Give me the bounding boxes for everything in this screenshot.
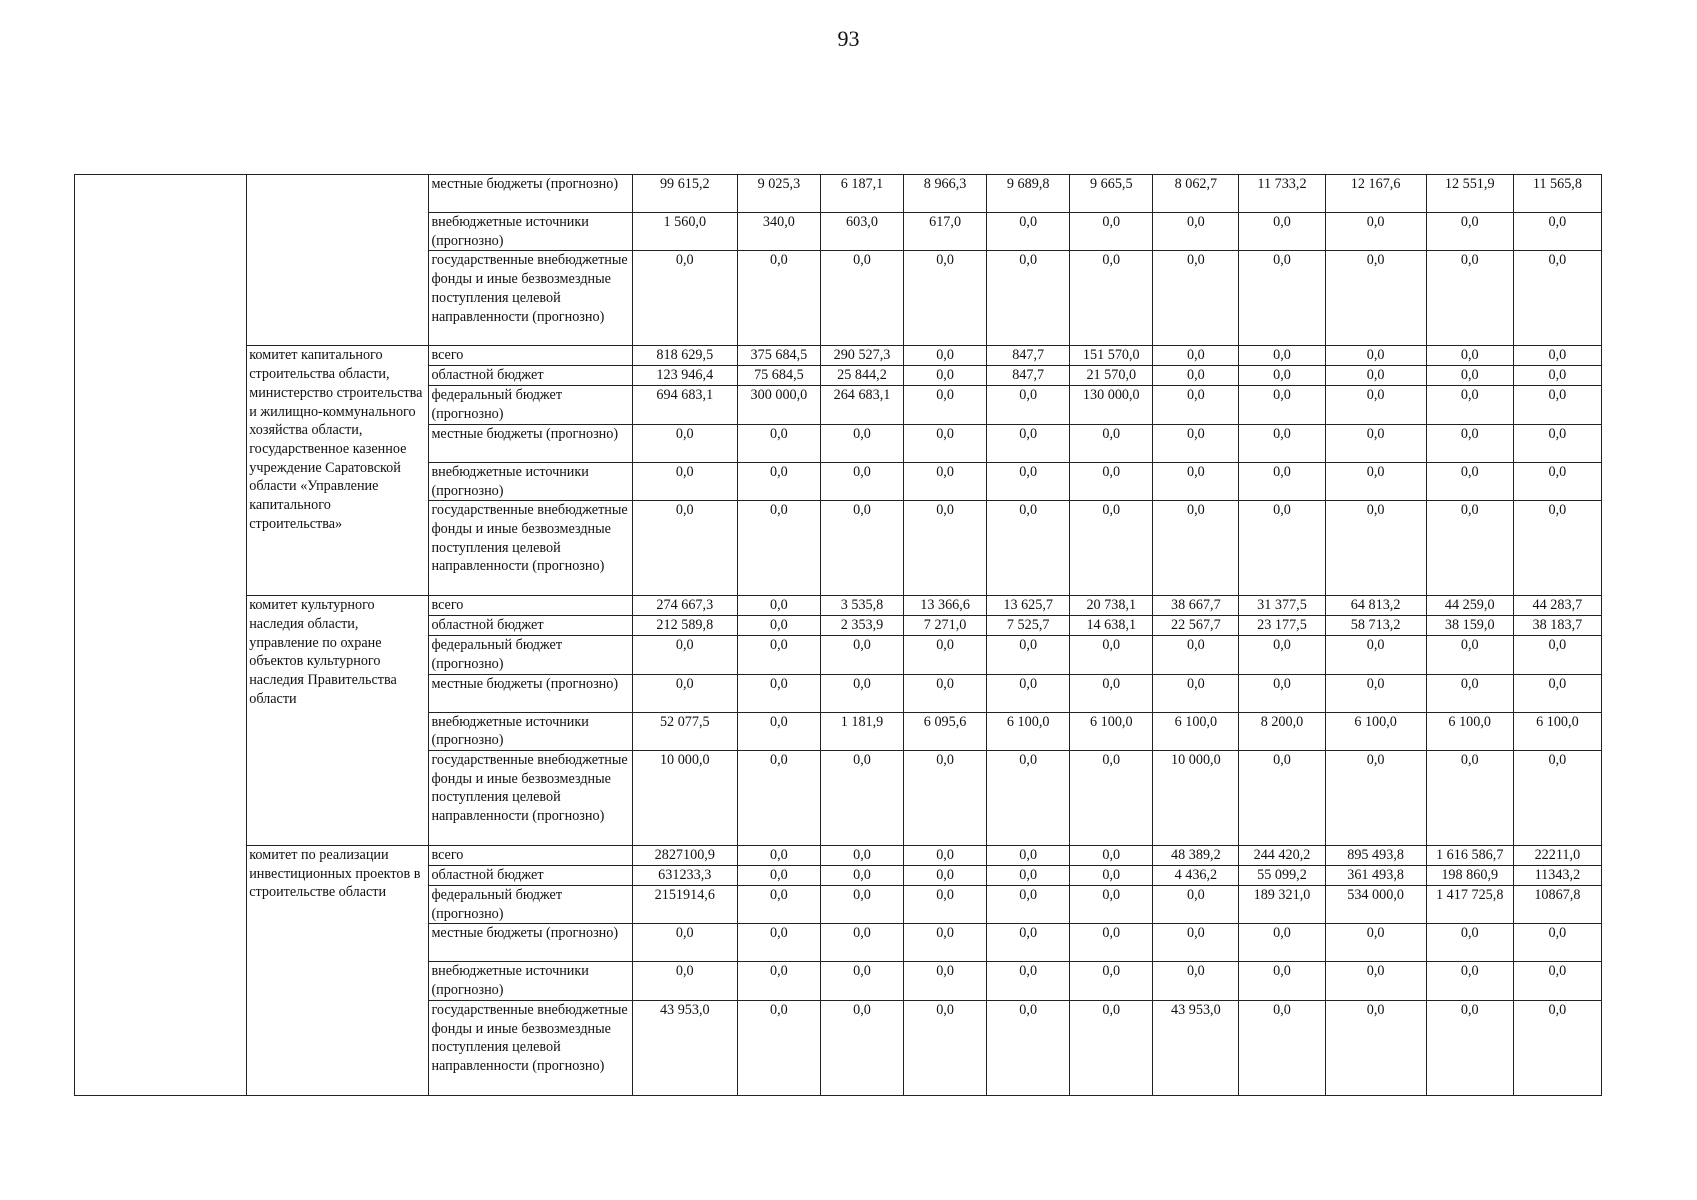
year-value-cell: 0,0 [1239, 213, 1325, 251]
year-value-cell: 895 493,8 [1325, 846, 1426, 866]
year-value-cell: 0,0 [904, 424, 987, 462]
year-value-cell: 0,0 [1325, 636, 1426, 674]
year-value-cell: 0,0 [987, 213, 1070, 251]
total-value-cell: 274 667,3 [632, 596, 737, 616]
year-value-cell: 38 667,7 [1153, 596, 1239, 616]
total-value-cell: 0,0 [632, 924, 737, 962]
year-value-cell: 0,0 [1153, 886, 1239, 924]
year-value-cell: 0,0 [1426, 462, 1513, 500]
year-value-cell: 43 953,0 [1153, 1000, 1239, 1095]
year-value-cell: 8 200,0 [1239, 712, 1325, 750]
funding-source-cell: внебюджетные источники (прогнозно) [429, 462, 632, 500]
year-value-cell: 375 684,5 [737, 346, 820, 366]
year-value-cell: 0,0 [1426, 962, 1513, 1000]
year-value-cell: 9 689,8 [987, 175, 1070, 213]
year-value-cell: 6 095,6 [904, 712, 987, 750]
year-value-cell: 0,0 [1070, 751, 1153, 846]
year-value-cell: 0,0 [1426, 366, 1513, 386]
year-value-cell: 75 684,5 [737, 366, 820, 386]
year-value-cell: 0,0 [904, 674, 987, 712]
year-value-cell: 0,0 [904, 346, 987, 366]
funding-source-cell: местные бюджеты (прогнозно) [429, 674, 632, 712]
year-value-cell: 0,0 [820, 674, 903, 712]
year-value-cell: 9 025,3 [737, 175, 820, 213]
year-value-cell: 0,0 [1239, 674, 1325, 712]
year-value-cell: 6 187,1 [820, 175, 903, 213]
funding-source-cell: государственные внебюджетные фонды и иные безвозмездные поступления целевой направленности (прогнозно) [429, 251, 632, 346]
year-value-cell: 0,0 [1325, 213, 1426, 251]
year-value-cell: 0,0 [737, 751, 820, 846]
year-value-cell: 0,0 [987, 462, 1070, 500]
year-value-cell: 0,0 [737, 616, 820, 636]
year-value-cell: 0,0 [987, 674, 1070, 712]
year-value-cell: 0,0 [1513, 501, 1601, 596]
year-value-cell: 1 181,9 [820, 712, 903, 750]
year-value-cell: 21 570,0 [1070, 366, 1153, 386]
year-value-cell: 0,0 [904, 636, 987, 674]
year-value-cell: 0,0 [904, 251, 987, 346]
total-value-cell: 694 683,1 [632, 386, 737, 424]
year-value-cell: 0,0 [1426, 424, 1513, 462]
year-value-cell: 603,0 [820, 213, 903, 251]
page-number: 93 [837, 26, 860, 51]
total-value-cell: 0,0 [632, 501, 737, 596]
year-value-cell: 0,0 [737, 462, 820, 500]
total-value-cell: 0,0 [632, 424, 737, 462]
year-value-cell: 0,0 [1426, 346, 1513, 366]
executor-cell: комитет по реализации инвестиционных проектов в строительстве области [247, 846, 429, 1096]
year-value-cell: 0,0 [904, 751, 987, 846]
funding-source-cell: государственные внебюджетные фонды и иные безвозмездные поступления целевой направленности (прогнозно) [429, 501, 632, 596]
year-value-cell: 0,0 [820, 424, 903, 462]
year-value-cell: 11 565,8 [1513, 175, 1601, 213]
year-value-cell: 22211,0 [1513, 846, 1601, 866]
year-value-cell: 0,0 [1153, 674, 1239, 712]
total-value-cell: 818 629,5 [632, 346, 737, 366]
year-value-cell: 0,0 [1239, 924, 1325, 962]
total-value-cell: 212 589,8 [632, 616, 737, 636]
year-value-cell: 14 638,1 [1070, 616, 1153, 636]
total-value-cell: 0,0 [632, 251, 737, 346]
year-value-cell: 9 665,5 [1070, 175, 1153, 213]
year-value-cell: 0,0 [1513, 462, 1601, 500]
year-value-cell: 0,0 [987, 962, 1070, 1000]
year-value-cell: 0,0 [1153, 346, 1239, 366]
year-value-cell: 13 366,6 [904, 596, 987, 616]
year-value-cell: 0,0 [820, 1000, 903, 1095]
year-value-cell: 0,0 [737, 1000, 820, 1095]
funding-source-cell: государственные внебюджетные фонды и иные безвозмездные поступления целевой направленности (прогнозно) [429, 751, 632, 846]
year-value-cell: 0,0 [1513, 636, 1601, 674]
year-value-cell: 0,0 [1513, 213, 1601, 251]
year-value-cell: 13 625,7 [987, 596, 1070, 616]
year-value-cell: 0,0 [1070, 962, 1153, 1000]
year-value-cell: 0,0 [1239, 1000, 1325, 1095]
year-value-cell: 0,0 [1325, 962, 1426, 1000]
year-value-cell: 12 167,6 [1325, 175, 1426, 213]
year-value-cell: 0,0 [1070, 424, 1153, 462]
year-value-cell: 0,0 [820, 846, 903, 866]
year-value-cell: 0,0 [1239, 251, 1325, 346]
year-value-cell: 0,0 [904, 462, 987, 500]
year-value-cell: 0,0 [1513, 751, 1601, 846]
year-value-cell: 0,0 [737, 251, 820, 346]
total-value-cell: 1 560,0 [632, 213, 737, 251]
year-value-cell: 0,0 [987, 386, 1070, 424]
year-value-cell: 6 100,0 [1513, 712, 1601, 750]
year-value-cell: 0,0 [1426, 251, 1513, 346]
year-value-cell: 31 377,5 [1239, 596, 1325, 616]
year-value-cell: 198 860,9 [1426, 866, 1513, 886]
year-value-cell: 0,0 [1513, 386, 1601, 424]
year-value-cell: 0,0 [737, 846, 820, 866]
year-value-cell: 151 570,0 [1070, 346, 1153, 366]
year-value-cell: 0,0 [1325, 424, 1426, 462]
budget-table [74, 174, 1602, 1096]
year-value-cell: 0,0 [904, 846, 987, 866]
year-value-cell: 10 000,0 [1153, 751, 1239, 846]
funding-source-cell: местные бюджеты (прогнозно) [429, 424, 632, 462]
year-value-cell: 0,0 [987, 251, 1070, 346]
table-row [75, 596, 1602, 616]
year-value-cell: 11343,2 [1513, 866, 1601, 886]
year-value-cell: 244 420,2 [1239, 846, 1325, 866]
year-value-cell: 0,0 [1513, 1000, 1601, 1095]
year-value-cell: 0,0 [1513, 346, 1601, 366]
year-value-cell: 6 100,0 [987, 712, 1070, 750]
year-value-cell: 0,0 [1426, 213, 1513, 251]
year-value-cell: 0,0 [737, 712, 820, 750]
year-value-cell: 0,0 [904, 866, 987, 886]
year-value-cell: 0,0 [1070, 251, 1153, 346]
year-value-cell: 290 527,3 [820, 346, 903, 366]
year-value-cell: 0,0 [904, 386, 987, 424]
year-value-cell: 0,0 [1426, 1000, 1513, 1095]
year-value-cell: 0,0 [1239, 751, 1325, 846]
year-value-cell: 0,0 [737, 886, 820, 924]
year-value-cell: 0,0 [1426, 636, 1513, 674]
year-value-cell: 0,0 [1325, 501, 1426, 596]
year-value-cell: 23 177,5 [1239, 616, 1325, 636]
total-value-cell: 0,0 [632, 962, 737, 1000]
year-value-cell: 534 000,0 [1325, 886, 1426, 924]
year-value-cell: 0,0 [904, 366, 987, 386]
year-value-cell: 7 525,7 [987, 616, 1070, 636]
year-value-cell: 0,0 [1153, 636, 1239, 674]
year-value-cell: 0,0 [1153, 501, 1239, 596]
year-value-cell: 0,0 [1070, 462, 1153, 500]
funding-source-cell: внебюджетные источники (прогнозно) [429, 962, 632, 1000]
year-value-cell: 1 417 725,8 [1426, 886, 1513, 924]
funding-source-cell: областной бюджет [429, 616, 632, 636]
year-value-cell: 6 100,0 [1070, 712, 1153, 750]
year-value-cell: 0,0 [1239, 424, 1325, 462]
year-value-cell: 0,0 [820, 636, 903, 674]
funding-source-cell: внебюджетные источники (прогнозно) [429, 712, 632, 750]
executor-cell [247, 175, 429, 346]
total-value-cell: 43 953,0 [632, 1000, 737, 1095]
year-value-cell: 264 683,1 [820, 386, 903, 424]
year-value-cell: 0,0 [1153, 462, 1239, 500]
year-value-cell: 0,0 [820, 751, 903, 846]
year-value-cell: 0,0 [1070, 1000, 1153, 1095]
total-value-cell: 2151914,6 [632, 886, 737, 924]
year-value-cell: 0,0 [1426, 674, 1513, 712]
funding-source-cell: местные бюджеты (прогнозно) [429, 175, 632, 213]
year-value-cell: 361 493,8 [1325, 866, 1426, 886]
year-value-cell: 0,0 [1239, 962, 1325, 1000]
year-value-cell: 0,0 [1153, 924, 1239, 962]
year-value-cell: 0,0 [1070, 866, 1153, 886]
year-value-cell: 0,0 [1070, 674, 1153, 712]
year-value-cell: 0,0 [1070, 924, 1153, 962]
year-value-cell: 0,0 [1239, 501, 1325, 596]
year-value-cell: 0,0 [1153, 424, 1239, 462]
year-value-cell: 0,0 [737, 924, 820, 962]
year-value-cell: 847,7 [987, 346, 1070, 366]
year-value-cell: 0,0 [737, 674, 820, 712]
year-value-cell: 0,0 [1239, 366, 1325, 386]
funding-source-cell: федеральный бюджет (прогнозно) [429, 886, 632, 924]
funding-source-cell: всего [429, 346, 632, 366]
year-value-cell: 44 283,7 [1513, 596, 1601, 616]
year-value-cell: 0,0 [1325, 346, 1426, 366]
year-value-cell: 55 099,2 [1239, 866, 1325, 886]
year-value-cell: 38 183,7 [1513, 616, 1601, 636]
year-value-cell: 8 966,3 [904, 175, 987, 213]
year-value-cell: 0,0 [987, 846, 1070, 866]
year-value-cell: 0,0 [1325, 924, 1426, 962]
year-value-cell: 0,0 [904, 962, 987, 1000]
year-value-cell: 22 567,7 [1153, 616, 1239, 636]
executor-cell: комитет культурного наследия области, управление по охране объектов культурного наследия Правительства области [247, 596, 429, 846]
funding-source-cell: областной бюджет [429, 866, 632, 886]
year-value-cell: 0,0 [737, 424, 820, 462]
year-value-cell: 0,0 [1513, 962, 1601, 1000]
year-value-cell: 0,0 [1513, 674, 1601, 712]
funding-source-cell: внебюджетные источники (прогнозно) [429, 213, 632, 251]
year-value-cell: 0,0 [737, 501, 820, 596]
year-value-cell: 340,0 [737, 213, 820, 251]
year-value-cell: 0,0 [987, 751, 1070, 846]
year-value-cell: 0,0 [1070, 886, 1153, 924]
year-value-cell: 0,0 [1153, 366, 1239, 386]
year-value-cell: 0,0 [904, 501, 987, 596]
total-value-cell: 10 000,0 [632, 751, 737, 846]
year-value-cell: 0,0 [1070, 846, 1153, 866]
year-value-cell: 20 738,1 [1070, 596, 1153, 616]
item-number-cell [75, 175, 247, 1096]
year-value-cell: 0,0 [1070, 636, 1153, 674]
year-value-cell: 0,0 [820, 962, 903, 1000]
year-value-cell: 0,0 [1325, 366, 1426, 386]
year-value-cell: 4 436,2 [1153, 866, 1239, 886]
year-value-cell: 0,0 [987, 501, 1070, 596]
year-value-cell: 0,0 [1426, 386, 1513, 424]
total-value-cell: 0,0 [632, 674, 737, 712]
year-value-cell: 0,0 [1239, 386, 1325, 424]
total-value-cell: 52 077,5 [632, 712, 737, 750]
year-value-cell: 0,0 [1426, 924, 1513, 962]
year-value-cell: 0,0 [987, 886, 1070, 924]
year-value-cell: 3 535,8 [820, 596, 903, 616]
year-value-cell: 0,0 [1426, 751, 1513, 846]
year-value-cell: 0,0 [987, 924, 1070, 962]
year-value-cell: 0,0 [1153, 962, 1239, 1000]
year-value-cell: 10867,8 [1513, 886, 1601, 924]
total-value-cell: 99 615,2 [632, 175, 737, 213]
year-value-cell: 0,0 [987, 636, 1070, 674]
funding-source-cell: всего [429, 846, 632, 866]
year-value-cell: 44 259,0 [1426, 596, 1513, 616]
year-value-cell: 0,0 [737, 596, 820, 616]
year-value-cell: 0,0 [987, 424, 1070, 462]
year-value-cell: 0,0 [904, 1000, 987, 1095]
year-value-cell: 6 100,0 [1153, 712, 1239, 750]
total-value-cell: 0,0 [632, 636, 737, 674]
year-value-cell: 64 813,2 [1325, 596, 1426, 616]
total-value-cell: 631233,3 [632, 866, 737, 886]
funding-source-cell: государственные внебюджетные фонды и иные безвозмездные поступления целевой направленности (прогнозно) [429, 1000, 632, 1095]
year-value-cell: 0,0 [1153, 386, 1239, 424]
year-value-cell: 189 321,0 [1239, 886, 1325, 924]
year-value-cell: 0,0 [820, 251, 903, 346]
year-value-cell: 12 551,9 [1426, 175, 1513, 213]
year-value-cell: 0,0 [1426, 501, 1513, 596]
year-value-cell: 0,0 [904, 924, 987, 962]
year-value-cell: 0,0 [1239, 636, 1325, 674]
year-value-cell: 0,0 [1513, 424, 1601, 462]
total-value-cell: 2827100,9 [632, 846, 737, 866]
year-value-cell: 58 713,2 [1325, 616, 1426, 636]
table-body [75, 175, 1602, 1096]
year-value-cell: 0,0 [1153, 213, 1239, 251]
year-value-cell: 2 353,9 [820, 616, 903, 636]
funding-source-cell: областной бюджет [429, 366, 632, 386]
year-value-cell: 847,7 [987, 366, 1070, 386]
year-value-cell: 0,0 [1325, 1000, 1426, 1095]
year-value-cell: 0,0 [820, 462, 903, 500]
year-value-cell: 6 100,0 [1325, 712, 1426, 750]
year-value-cell: 0,0 [820, 924, 903, 962]
year-value-cell: 300 000,0 [737, 386, 820, 424]
funding-source-cell: федеральный бюджет (прогнозно) [429, 636, 632, 674]
year-value-cell: 0,0 [1239, 462, 1325, 500]
year-value-cell: 11 733,2 [1239, 175, 1325, 213]
funding-source-cell: местные бюджеты (прогнозно) [429, 924, 632, 962]
year-value-cell: 0,0 [1325, 674, 1426, 712]
year-value-cell: 0,0 [1325, 386, 1426, 424]
year-value-cell: 0,0 [1239, 346, 1325, 366]
year-value-cell: 48 389,2 [1153, 846, 1239, 866]
year-value-cell: 25 844,2 [820, 366, 903, 386]
year-value-cell: 0,0 [820, 501, 903, 596]
year-value-cell: 130 000,0 [1070, 386, 1153, 424]
year-value-cell: 0,0 [987, 1000, 1070, 1095]
table-row [75, 846, 1602, 866]
year-value-cell: 0,0 [737, 962, 820, 1000]
year-value-cell: 38 159,0 [1426, 616, 1513, 636]
year-value-cell: 8 062,7 [1153, 175, 1239, 213]
year-value-cell: 0,0 [987, 866, 1070, 886]
year-value-cell: 0,0 [1070, 213, 1153, 251]
year-value-cell: 0,0 [737, 866, 820, 886]
year-value-cell: 0,0 [1513, 924, 1601, 962]
year-value-cell: 0,0 [820, 866, 903, 886]
year-value-cell: 617,0 [904, 213, 987, 251]
year-value-cell: 0,0 [1325, 251, 1426, 346]
funding-source-cell: федеральный бюджет (прогнозно) [429, 386, 632, 424]
year-value-cell: 0,0 [1325, 462, 1426, 500]
executor-cell: комитет капитального строительства области, министерство строительства и жилищно-коммунального хозяйства области, государственное казенное учреждение Саратовской области «Управление капитального строительства» [247, 346, 429, 596]
year-value-cell: 0,0 [820, 886, 903, 924]
total-value-cell: 0,0 [632, 462, 737, 500]
year-value-cell: 7 271,0 [904, 616, 987, 636]
year-value-cell: 0,0 [737, 636, 820, 674]
table-row [75, 346, 1602, 366]
table-row [75, 175, 1602, 213]
year-value-cell: 0,0 [1153, 251, 1239, 346]
year-value-cell: 0,0 [1070, 501, 1153, 596]
year-value-cell: 0,0 [904, 886, 987, 924]
year-value-cell: 1 616 586,7 [1426, 846, 1513, 866]
year-value-cell: 0,0 [1513, 366, 1601, 386]
funding-source-cell: всего [429, 596, 632, 616]
total-value-cell: 123 946,4 [632, 366, 737, 386]
year-value-cell: 0,0 [1325, 751, 1426, 846]
year-value-cell: 0,0 [1513, 251, 1601, 346]
year-value-cell: 6 100,0 [1426, 712, 1513, 750]
